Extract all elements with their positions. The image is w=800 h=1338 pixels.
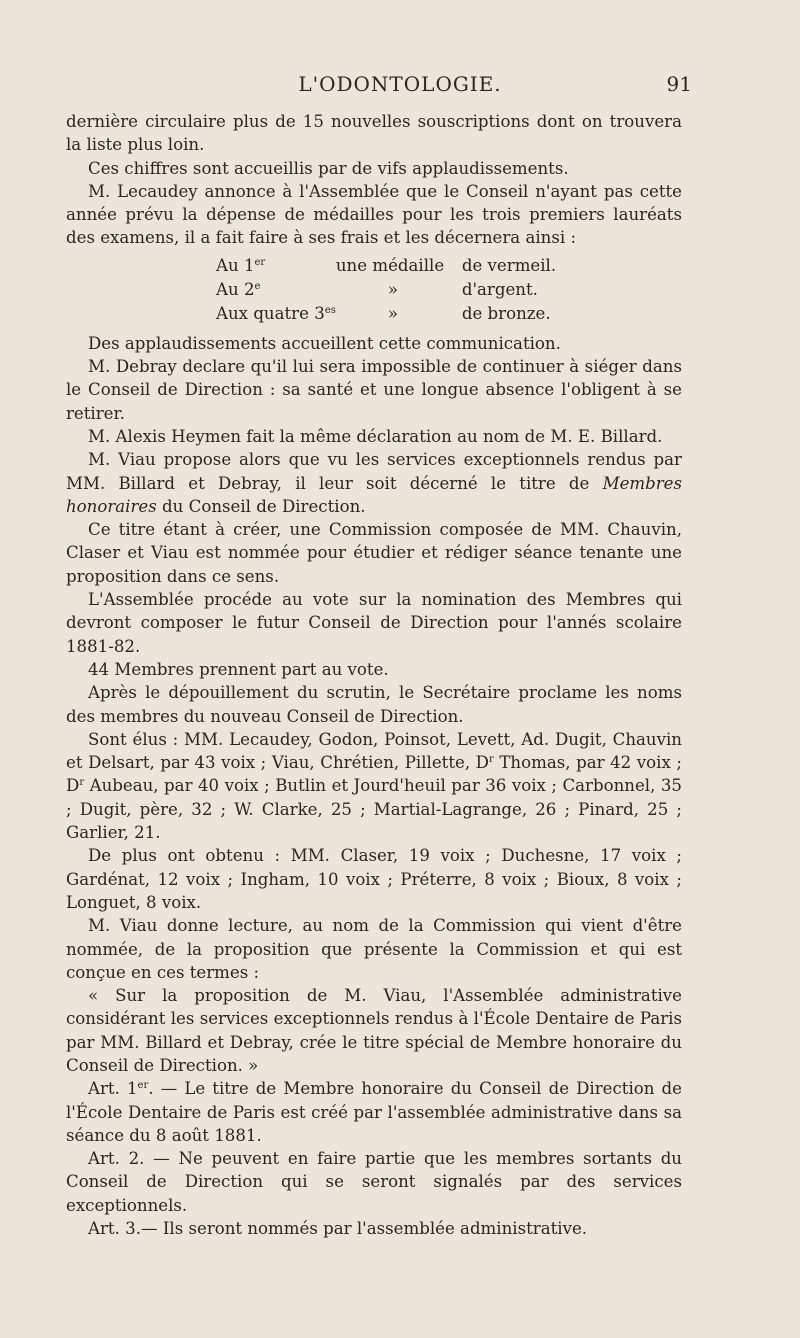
paragraph-text: M. Viau propose alors que vu les services exceptionnels rendus par MM. Billard et Debray, il leur soit décerné le titre de — [66, 450, 682, 493]
paragraph — [66, 448, 682, 518]
emphasis-title: Membres honoraires — [66, 473, 683, 516]
article-label: Art. 1 — [88, 1079, 138, 1099]
paragraph-text: Sont élus : MM. Lecaudey, Godon, Poinsot, Levett, Ad. Dugit, Chauvin et Delsart, par 43 voix ; Viau, Chrétien, Pillette, D — [66, 729, 682, 773]
paragraph: M. Alexis Heymen fait la même déclaration au nom de M. E. Billard. — [88, 426, 663, 446]
medal-rank-sup: e — [254, 280, 261, 292]
medal-rank: 2 — [243, 279, 255, 299]
article-text: . — Le titre de Membre honoraire du Conseil de Direction de l'École Dentaire de Paris est créé par l'assemblée administrative dans sa séance du 8 août 1881. — [66, 1079, 682, 1145]
medal-rank: quatre 3 — [253, 303, 325, 323]
paragraph: Ce titre étant à créer, une Commission composée de MM. Chauvin, Claser et Viau est nommée pour étudier et rédiger séance tenante une proposition dans ce sens. — [66, 520, 682, 586]
medal-list — [216, 254, 556, 326]
paragraph: Ces chiffres sont accueillis par de vifs applaudissements. — [88, 158, 569, 178]
paragraph: Des applaudissements accueillent cette communication. — [88, 333, 561, 353]
paragraph: De plus ont obtenu : MM. Claser, 19 voix ; Duchesne, 17 voix ; Gardénat, 12 voix ; Ingham, 10 voix ; Préterre, 8 voix ; Bioux, 8 voix ; Longuet, 8 voix. — [66, 846, 682, 912]
article-2: Art. 2. — Ne peuvent en faire partie que les membres sortants du Conseil de Direction qui se seront signalés par des services exceptionnels. — [66, 1149, 682, 1215]
ditto-mark: » — [387, 303, 398, 323]
quoted-proposition: « Sur la proposition de M. Viau, l'Assemblée administrative considérant les services exceptionnels rendus à l'École Dentaire de Paris par MM. Billard et Debray, crée le titre spécial de Membre honoraire du Conseil de Direction. » — [66, 986, 682, 1075]
running-title: L'ODONTOLOGIE. — [298, 72, 502, 96]
medal-prefix: Au — [216, 255, 239, 275]
medal-row — [216, 278, 556, 302]
page-number: 91 — [666, 72, 692, 96]
medal-rank: 1 — [243, 255, 255, 275]
paragraph — [66, 728, 682, 844]
paragraph: Après le dépouillement du scrutin, le Secrétaire proclame les noms des membres du nouveau Conseil de Direction. — [66, 683, 682, 726]
medal-metal: de vermeil. — [461, 255, 557, 275]
paragraph-text: Aubeau, par 40 voix ; Butlin et Jourd'heuil par 36 voix ; Carbonnel, 35 ; Dugit, père, 32 ; W. Clarke, 25 ; Martial-Lagrange, 26 ; Pinard, 25 ; Garlier, 21. — [66, 776, 682, 843]
paragraph: dernière circulaire plus de 15 nouvelles souscriptions dont on trouvera la liste plus loin. — [66, 112, 682, 155]
medal-prefix: Au — [216, 279, 239, 299]
superscript: er — [137, 1080, 149, 1092]
body-text — [66, 110, 682, 1240]
medal-prefix: Aux — [216, 303, 249, 323]
paragraph: M. Viau donne lecture, au nom de la Commission qui vient d'être nommée, de la proposition que présente la Commission et qui est conçue en ces termes : — [66, 916, 682, 982]
paragraph: L'Assemblée procéde au vote sur la nomination des Membres qui devront composer le futur Conseil de Direction pour l'annés scolaire 1881-82. — [66, 590, 682, 656]
paragraph: M. Lecaudey annonce à l'Assemblée que le Conseil n'ayant pas cette année prévu la dépense de médailles pour les trois premiers lauréats des examens, il a fait faire à ses frais et les décernera ainsi : — [66, 181, 682, 248]
medal-row — [216, 302, 556, 326]
paragraph: M. Debray declare qu'il lui sera impossible de continuer à siéger dans le Conseil de Direction : sa santé et une longue absence l'obligent à se retirer. — [66, 357, 682, 423]
page-header — [0, 72, 800, 102]
paragraph-text: du Conseil de Direction. — [162, 496, 366, 516]
ditto-mark: » — [387, 279, 398, 299]
superscript: r — [79, 777, 85, 789]
superscript: r — [488, 754, 494, 766]
article-3: Art. 3.— Ils seront nommés par l'assemblée administrative. — [88, 1219, 588, 1239]
medal-word: une — [335, 255, 368, 275]
article-1 — [66, 1077, 682, 1147]
medal-kind: médaille — [372, 255, 445, 275]
medal-row — [216, 254, 556, 278]
paragraph: 44 Membres prennent part au vote. — [88, 659, 389, 679]
paragraph-text: Thomas, par 42 voix ; D — [66, 753, 682, 796]
medal-rank-sup: er — [254, 256, 266, 268]
medal-metal: d'argent. — [461, 279, 538, 299]
medal-metal: de bronze. — [461, 303, 551, 323]
medal-rank-sup: es — [324, 304, 336, 316]
